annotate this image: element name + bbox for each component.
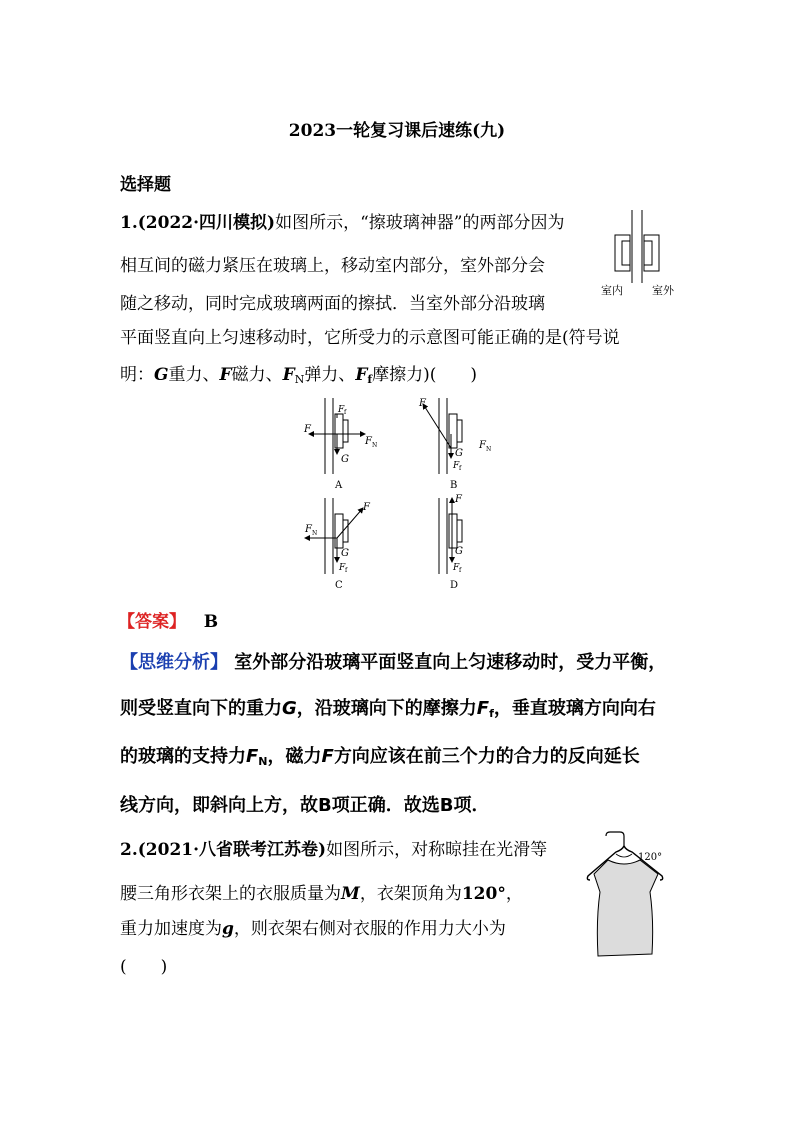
svg-text:F: F xyxy=(365,436,372,447)
svg-text:G: G xyxy=(341,454,349,465)
svg-text:F: F xyxy=(455,494,462,505)
force-diagrams xyxy=(295,392,505,592)
q1-line-3: 随之移动，同时完成玻璃两面的擦拭．当室外部分沿玻璃 xyxy=(120,294,545,314)
svg-text:F: F xyxy=(338,405,345,415)
svg-text:C: C xyxy=(335,580,343,591)
svg-text:N: N xyxy=(372,442,378,449)
svg-text:F: F xyxy=(339,563,346,573)
svg-text:F: F xyxy=(453,563,460,573)
q2-line-4: ( ) xyxy=(120,957,168,977)
analysis-line-2: 则受竖直向下的重力G，沿玻璃向下的摩擦力$F_f$，垂直玻璃方向向右 xyxy=(120,698,656,720)
svg-text:f: f xyxy=(345,567,348,574)
hanger-figure xyxy=(578,830,678,960)
analysis-line-4: 线方向，即斜向上方，故B项正确．故选B项． xyxy=(120,795,490,816)
svg-text:G: G xyxy=(341,548,349,559)
svg-text:N: N xyxy=(312,530,318,537)
svg-text:f: f xyxy=(459,567,462,574)
outdoor-label: 室外 xyxy=(652,284,674,297)
answer-value: B xyxy=(203,612,219,632)
svg-text:A: A xyxy=(335,480,343,491)
svg-text:N: N xyxy=(486,446,492,453)
diagram-b xyxy=(418,398,491,491)
q1-text-1: 如图所示，“擦玻璃神器”的两部分因为 xyxy=(275,213,565,233)
analysis-line-3: 的玻璃的支持力$F_N$，磁力F方向应该在前三个力的合力的反向延长 xyxy=(120,746,640,768)
q2-line-1: 2.(2021·八省联考江苏卷)如图所示，对称晾挂在光滑等 xyxy=(120,840,548,860)
svg-text:G: G xyxy=(455,546,463,557)
section-heading: 选择题 xyxy=(120,175,171,195)
indoor-label: 室内 xyxy=(601,284,623,297)
svg-text:F: F xyxy=(453,461,460,471)
diagram-d xyxy=(439,494,463,591)
svg-text:F: F xyxy=(419,398,426,409)
svg-text:F: F xyxy=(363,502,370,513)
svg-text:G: G xyxy=(455,448,463,459)
analysis-tag: 【思维分析】 xyxy=(120,652,228,673)
svg-text:f: f xyxy=(344,409,347,416)
q1-line-5: 明：G重力、F磁力、$F_N$弹力、$F_f$摩擦力)( ) xyxy=(120,365,478,386)
q1-source: 1.(2022·四川模拟) xyxy=(120,213,276,233)
answer-line xyxy=(118,607,218,632)
q2-line-3: 重力加速度为g，则衣架右侧对衣服的作用力大小为 xyxy=(120,919,506,939)
q1-line-2: 相互间的磁力紧压在玻璃上，移动室内部分，室外部分会 xyxy=(120,256,545,276)
q1-line-1 xyxy=(120,211,564,235)
svg-text:F: F xyxy=(305,524,312,535)
svg-text:F: F xyxy=(304,424,311,435)
q1-line-4: 平面竖直向上匀速移动时，它所受力的示意图可能正确的是(符号说 xyxy=(120,328,620,348)
q2-line-2: 腰三角形衣架上的衣服质量为M，衣架顶角为120°， xyxy=(120,884,523,904)
svg-text:D: D xyxy=(450,580,459,591)
svg-text:B: B xyxy=(450,480,458,491)
glass-wiper-figure xyxy=(598,208,690,300)
diagram-a xyxy=(303,398,377,491)
angle-label: 120° xyxy=(638,852,663,863)
q2-source: 2.(2021·八省联考江苏卷) xyxy=(120,840,327,860)
answer-tag: 【答案】 xyxy=(118,612,186,632)
analysis-line-1: 【思维分析】 室外部分沿玻璃平面竖直向上匀速移动时，受力平衡， xyxy=(120,652,667,673)
page-title: 2023一轮复习课后速练(九) xyxy=(288,121,506,141)
svg-text:f: f xyxy=(459,465,462,472)
diagram-c xyxy=(304,498,371,591)
svg-text:F: F xyxy=(479,440,486,451)
